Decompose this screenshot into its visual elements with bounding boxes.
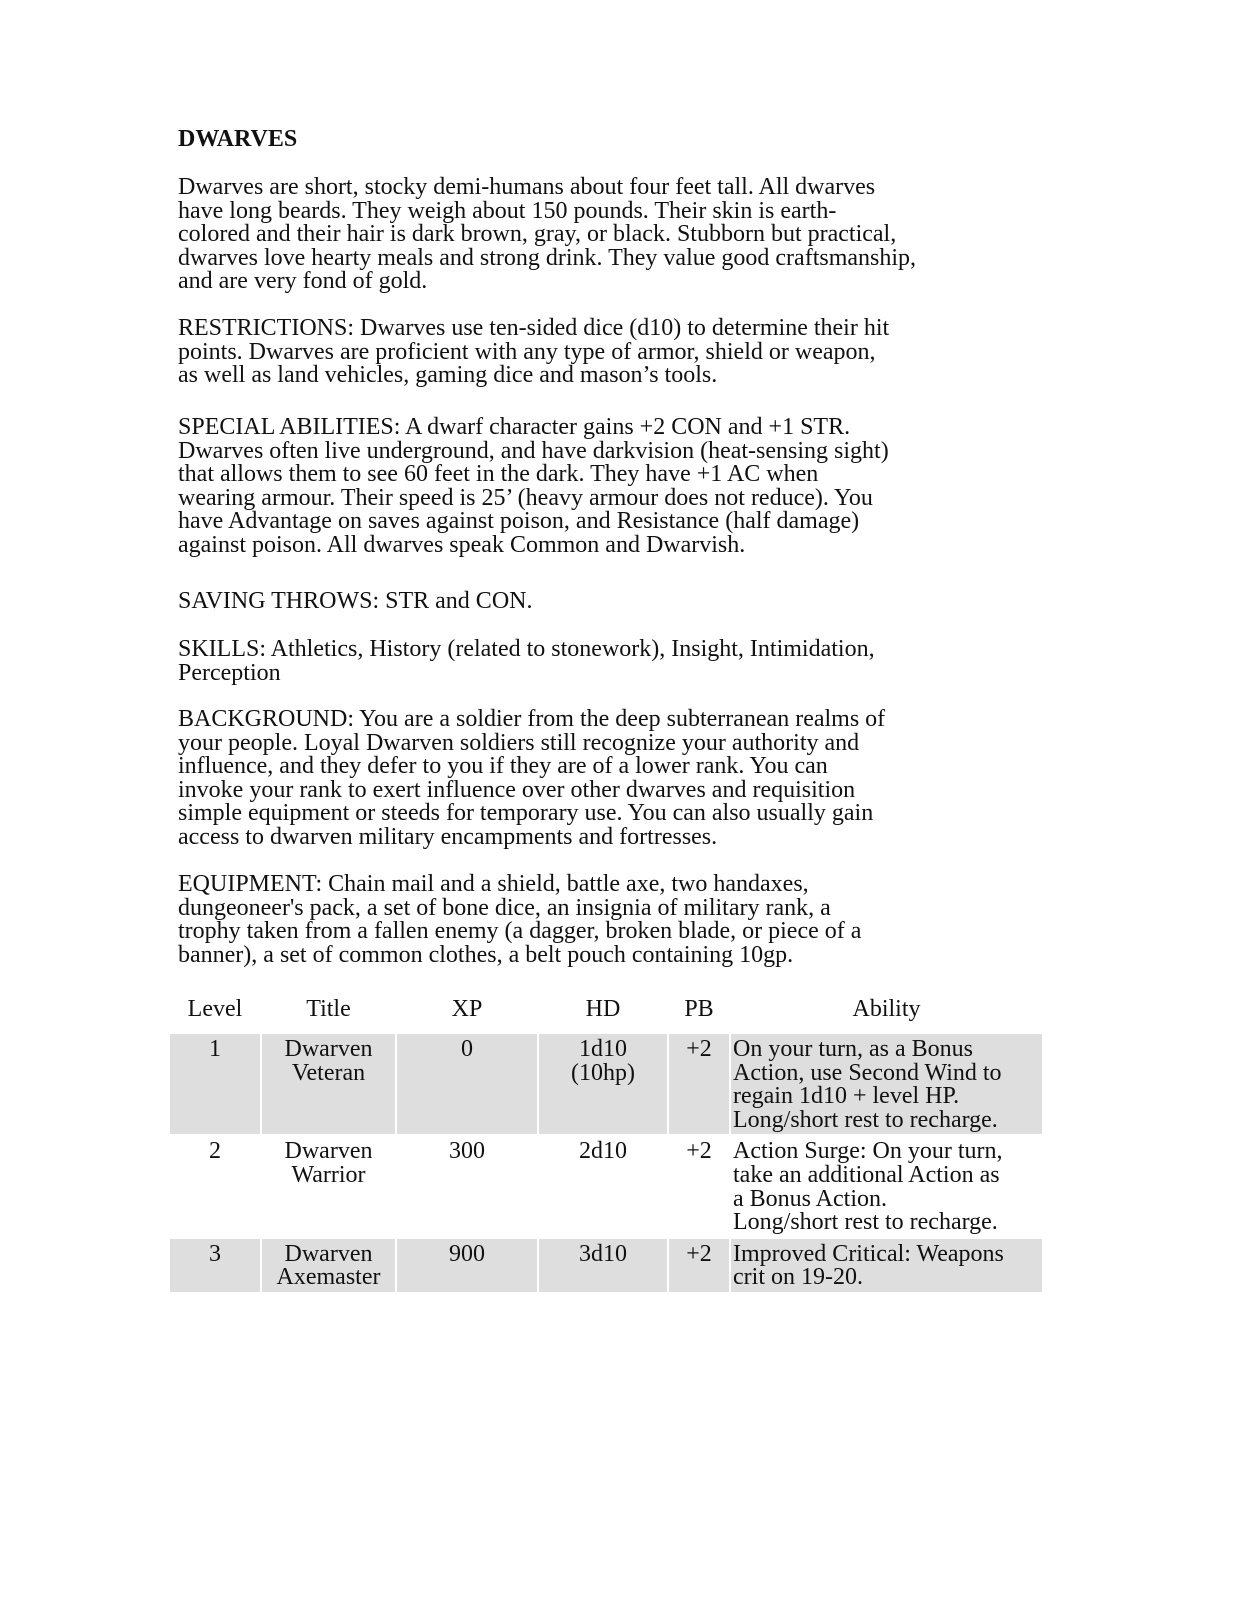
cell-title xyxy=(262,1239,395,1292)
text-line: SKILLS: Athletics, History (related to stonework), Insight, Intimidation, xyxy=(178,636,875,662)
text-line: banner), a set of common clothes, a belt pouch containing 10gp. xyxy=(178,941,794,968)
title-line: Dwarven xyxy=(284,1138,373,1165)
cell-ability xyxy=(731,1136,1042,1236)
cell-xp: 0 xyxy=(397,1034,537,1134)
text-line: RESTRICTIONS: Dwarves use ten-sided dice (d10) to determine their hit xyxy=(178,315,890,341)
title-line: Veteran xyxy=(291,1059,366,1086)
saving-throws-paragraph xyxy=(178,590,1038,614)
text-line: and are very fond of gold. xyxy=(178,268,428,295)
equipment-paragraph xyxy=(178,873,1038,967)
cell-ability xyxy=(731,1034,1042,1134)
ability-line: Improved Critical: Weapons xyxy=(733,1240,1004,1267)
restrictions-paragraph xyxy=(178,317,1038,388)
cell-level: 1 xyxy=(170,1034,260,1134)
cell-level: 2 xyxy=(209,1138,221,1165)
skills-paragraph xyxy=(178,638,1038,685)
hd-line: 2d10 xyxy=(579,1138,627,1165)
cell-title xyxy=(262,1136,395,1236)
ability-line: Action, use Second Wind to xyxy=(733,1059,1002,1086)
text-line: Dwarves are short, stocky demi-humans about four feet tall. All dwarves xyxy=(178,174,876,200)
column-header-hd: HD xyxy=(585,996,621,1023)
special-abilities-paragraph xyxy=(178,416,1038,558)
ability-line: crit on 19-20. xyxy=(733,1264,863,1291)
text-line: points. Dwarves are proficient with any type of armor, shield or weapon, xyxy=(178,338,876,365)
text-line: have Advantage on saves against poison, and Resistance (half damage) xyxy=(178,508,860,535)
table-row xyxy=(170,1239,1042,1292)
intro-paragraph xyxy=(178,176,1038,294)
text-line: EQUIPMENT: Chain mail and a shield, battle axe, two handaxes, xyxy=(178,871,809,897)
ability-line: regain 1d10 + level HP. xyxy=(733,1083,960,1110)
text-line: dungeoneer's pack, a set of bone dice, an insignia of military rank, a xyxy=(178,894,831,921)
text-line: influence, and they defer to you if they are of a lower rank. You can xyxy=(178,753,828,780)
cell-hd xyxy=(539,1034,667,1134)
cell-pb: +2 xyxy=(686,1138,712,1165)
column-header-pb: PB xyxy=(684,996,714,1023)
text-line: against poison. All dwarves speak Common and Dwarvish. xyxy=(178,531,746,558)
page-title: DWARVES xyxy=(178,126,298,152)
column-header-xp: XP xyxy=(451,996,483,1023)
text-line: that allows them to see 60 feet in the dark. They have +1 AC when xyxy=(178,461,819,488)
background-paragraph xyxy=(178,708,1038,850)
cell-title xyxy=(262,1034,395,1134)
table-row xyxy=(170,1034,1042,1134)
title-line: Axemaster xyxy=(276,1264,381,1291)
cell-xp: 300 xyxy=(449,1138,485,1165)
ability-line: Long/short rest to recharge. xyxy=(733,1209,998,1236)
cell-pb: +2 xyxy=(669,1034,729,1134)
text-line: dwarves love hearty meals and strong drink. They value good craftsmanship, xyxy=(178,244,917,271)
ability-line: Long/short rest to recharge. xyxy=(733,1106,998,1133)
column-header-level: Level xyxy=(187,996,243,1023)
cell-level: 3 xyxy=(170,1239,260,1292)
hd-line: (10hp) xyxy=(571,1059,635,1086)
text-line: as well as land vehicles, gaming dice and mason’s tools. xyxy=(178,362,718,389)
ability-line: take an additional Action as xyxy=(733,1161,1000,1188)
text-line: wearing armour. Their speed is 25’ (heavy armour does not reduce). You xyxy=(178,484,873,511)
column-header-title: Title xyxy=(306,996,351,1023)
level-table xyxy=(168,986,1044,1294)
column-header-ability: Ability xyxy=(852,996,921,1023)
ability-line: On your turn, as a Bonus xyxy=(733,1036,973,1062)
title-line: Dwarven xyxy=(284,1036,373,1062)
text-line: have long beards. They weigh about 150 pounds. Their skin is earth- xyxy=(178,197,837,224)
title-line: Warrior xyxy=(291,1161,366,1188)
title-line: Dwarven xyxy=(284,1240,373,1267)
cell-ability xyxy=(731,1239,1042,1292)
text-line: SPECIAL ABILITIES: A dwarf character gains +2 CON and +1 STR. xyxy=(178,414,851,440)
cell-pb: +2 xyxy=(669,1239,729,1292)
ability-line: a Bonus Action. xyxy=(733,1185,887,1212)
text-line: trophy taken from a fallen enemy (a dagger, broken blade, or piece of a xyxy=(178,918,862,945)
text-line: BACKGROUND: You are a soldier from the deep subterranean realms of xyxy=(178,706,886,732)
ability-line: Action Surge: On your turn, xyxy=(733,1138,1003,1165)
text-line: Perception xyxy=(178,659,281,686)
cell-hd xyxy=(539,1239,667,1292)
hd-line: 3d10 xyxy=(579,1240,627,1267)
text-line: colored and their hair is dark brown, gray, or black. Stubborn but practical, xyxy=(178,221,897,248)
text-line: Dwarves often live underground, and have darkvision (heat-sensing sight) xyxy=(178,437,889,464)
cell-xp: 900 xyxy=(397,1239,537,1292)
text-line: invoke your rank to exert influence over other dwarves and requisition xyxy=(178,776,856,803)
cell-hd xyxy=(539,1136,667,1236)
hd-line: 1d10 xyxy=(579,1036,627,1062)
table-row xyxy=(170,1136,1042,1236)
text-line: access to dwarven military encampments and fortresses. xyxy=(178,823,718,850)
text-line: simple equipment or steeds for temporary use. You can also usually gain xyxy=(178,800,874,827)
text-line: your people. Loyal Dwarven soldiers still recognize your authority and xyxy=(178,729,860,756)
text-line: SAVING THROWS: STR and CON. xyxy=(178,588,533,614)
